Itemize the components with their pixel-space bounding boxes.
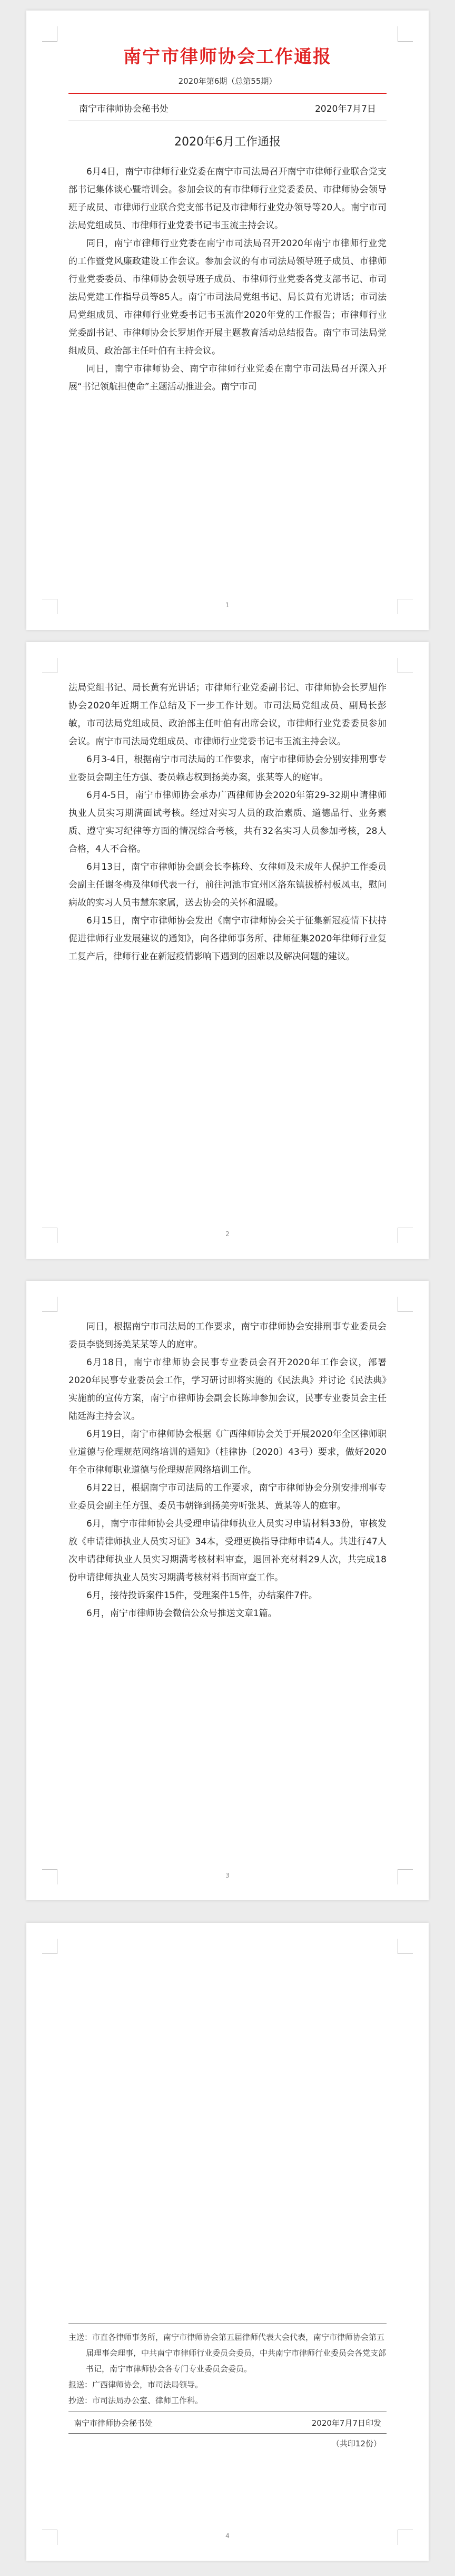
issue-number: 2020年第6期（总第55期） — [178, 76, 277, 86]
paragraph: 6月3-4日，根据南宁市司法局的工作要求，南宁市律师协会分别安排刑事专业委员会副主任方强、委员赖志权到扬美办案，张某等人的庭审。 — [68, 754, 387, 783]
page-number: 4 — [225, 2532, 230, 2540]
issue-footer — [68, 2415, 387, 2431]
crop-mark-top-right — [398, 658, 413, 673]
page-2-body — [68, 679, 387, 966]
issuer-row — [68, 101, 387, 114]
copies-count: （共印12份） — [331, 2439, 381, 2448]
issuer: 南宁市律师协会秘书处 — [79, 104, 169, 114]
paragraph: 6月，南宁市律师协会微信公众号推送文章1篇。 — [86, 1608, 277, 1619]
page-number: 2 — [225, 1230, 230, 1238]
paragraph: 同日，根据南宁市司法局的工作要求，南宁市律师协会安排刑事专业委员会委员李骁到扬美某某等人的庭审。 — [68, 1321, 387, 1350]
footer-issued-date: 2020年7月7日印发 — [311, 2418, 381, 2428]
copy-to: 抄送：市司法局办公室、律师工作科。 — [68, 2396, 203, 2405]
paragraph: 6月4日，南宁市律师行业党委在南宁市司法局召开南宁市律师行业联合党支部书记集体谈心暨培训会。参加会议的有市律师行业党委委员、市律师协会领导班子成员、市律师行业联合党支部书记及市律师行业党办领导等20人。南宁市司法局党组成员、市律师行业党委书记韦玉流主持会议。 — [68, 167, 387, 231]
page-4 — [26, 1923, 429, 2561]
paragraph: 6月19日，南宁市律师协会根据《广西律师协会关于开展2020年全区律师职业道德与伦理规范网络培训的通知》（桂律协〔2020〕43号）要求，做好2020年全市律师职业道德与伦理规范网络培训工作。 — [68, 1429, 387, 1475]
crop-mark-top-left — [42, 1939, 57, 1954]
paragraph: 6月，接待投诉案件15件，受理案件15件，办结案件7件。 — [86, 1590, 318, 1601]
report-to: 报送：广西律师协会，市司法局领导。 — [68, 2380, 203, 2389]
paragraph: 法局党组书记、局长黄有光讲话；市律师行业党委副书记、市律师协会长罗旭作协会2020年近期工作总结及下一步工作计划。市司法局党组成员、副局长彭敏，市司法局党组成员、政治部主任叶伯有出席会议，市律师行业党委委员参加会议。南宁市司法局党组成员、市律师行业党委书记韦玉流主持会议。 — [68, 683, 387, 747]
document-title: 南宁市律师协会工作通报 — [123, 46, 332, 67]
page-3 — [26, 1281, 429, 1900]
paragraph: 6月13日，南宁市律师协会副会长李栋玲、女律师及未成年人保护工作委员会副主任谢冬梅及律师代表一行，前往河池市宜州区洛东镇拔桥村板凤屯，慰问病故的实习人员韦慧东家属，送去协会的关怀和温暖。 — [68, 862, 387, 908]
crop-mark-top-left — [42, 658, 57, 673]
page-2 — [26, 642, 429, 1259]
page-number: 1 — [225, 601, 230, 609]
crop-mark-top-left — [42, 26, 57, 42]
paragraph: 6月18日，南宁市律师协会民事专业委员会召开2020年工作会议，部署2020年民事专业委员会工作，学习研讨即将实施的《民法典》并讨论《民法典》实施前的宣传方案，南宁市律师协会副会长陈坤参加会议，民事专业委员会主任陆廷海主持会议。 — [68, 1357, 387, 1422]
crop-mark-top-right — [398, 1297, 413, 1312]
paragraph: 同日，南宁市律师协会、南宁市律师行业党委在南宁市司法局召开深入开展“书记领航担使命”主题活动推进会。南宁市司 — [68, 364, 387, 392]
crop-mark-top-left — [42, 1297, 57, 1312]
footer-issuer: 南宁市律师协会秘书处 — [74, 2418, 153, 2428]
crop-mark-top-right — [398, 26, 413, 42]
issue-date: 2020年7月7日 — [315, 104, 376, 114]
paragraph: 6月，南宁市律师协会共受理申请律师执业人员实习申请材料33份，审核发放《申请律师执业人员实习证》34本，受理更换指导律师申请4人。共进行47人次申请律师执业人员实习期满考核材料审查，退回补充材料29人次，共完成18份申请律师执业人员实习期满考核材料书面审查工作。 — [68, 1519, 387, 1583]
send-to: 主送：市直各律师事务所，南宁市律师协会第五届律师代表大会代表，南宁市律师协会第五届理事会理事，中共南宁市律师行业委员会委员，中共南宁市律师行业委员会各党支部书记，南宁市律师协会各专门专业委员会委员。 — [68, 2332, 387, 2374]
page-3-body — [68, 1318, 387, 1622]
notes-bottom-divider — [68, 2433, 387, 2434]
page-1-content — [68, 42, 387, 396]
red-divider — [68, 93, 387, 94]
crop-mark-top-right — [398, 1939, 413, 1954]
paragraph: 6月15日，南宁市律师协会发出《南宁市律师协会关于征集新冠疫情下扶持促进律师行业发展建议的通知》，向各律师事务所、律师征集2020年律师行业复工复产后，律师行业在新冠疫情影响下遇到的困难以及解决问题的建议。 — [68, 916, 387, 962]
paragraph: 同日，南宁市律师行业党委在南宁市司法局召开2020年南宁市律师行业党的工作暨党风廉政建设工作会议。参加会议的有市司法局领导班子成员、市律师行业党委委员、市律师协会领导班子成员、市律师行业党委各党支部书记、市司法局党建工作指导员等85人。南宁市司法局党组书记、局长黄有光讲话；市司法局党组成员、市律师行业党委书记韦玉流作2020年党的工作报告；市律师行业党委副书记、市律师协会长罗旭作开展主题教育活动总结报告。南宁市司法局党组成员、政治部主任叶伯有主持会议。 — [68, 238, 387, 356]
page-1-body — [68, 163, 387, 396]
paragraph: 6月4-5日，南宁市律师协会承办广西律师协会2020年第29-32期申请律师执业人员实习期满面试考核。经过对实习人员的政治素质、道德品行、业务素质、遵守实习纪律等方面的情况综合考核，共有32名实习人员参加考核，28人合格，4人不合格。 — [68, 790, 387, 854]
report-title: 2020年6月工作通报 — [174, 135, 281, 149]
page-1 — [26, 11, 429, 630]
paragraph: 6月22日，根据南宁市司法局的工作要求，南宁市律师协会分别安排刑事专业委员会副主任方强、委员韦朝锋到扬美旁听张某、黄某等人的庭审。 — [68, 1483, 387, 1511]
page-number: 3 — [225, 1872, 230, 1879]
distribution-notes — [68, 2324, 387, 2452]
